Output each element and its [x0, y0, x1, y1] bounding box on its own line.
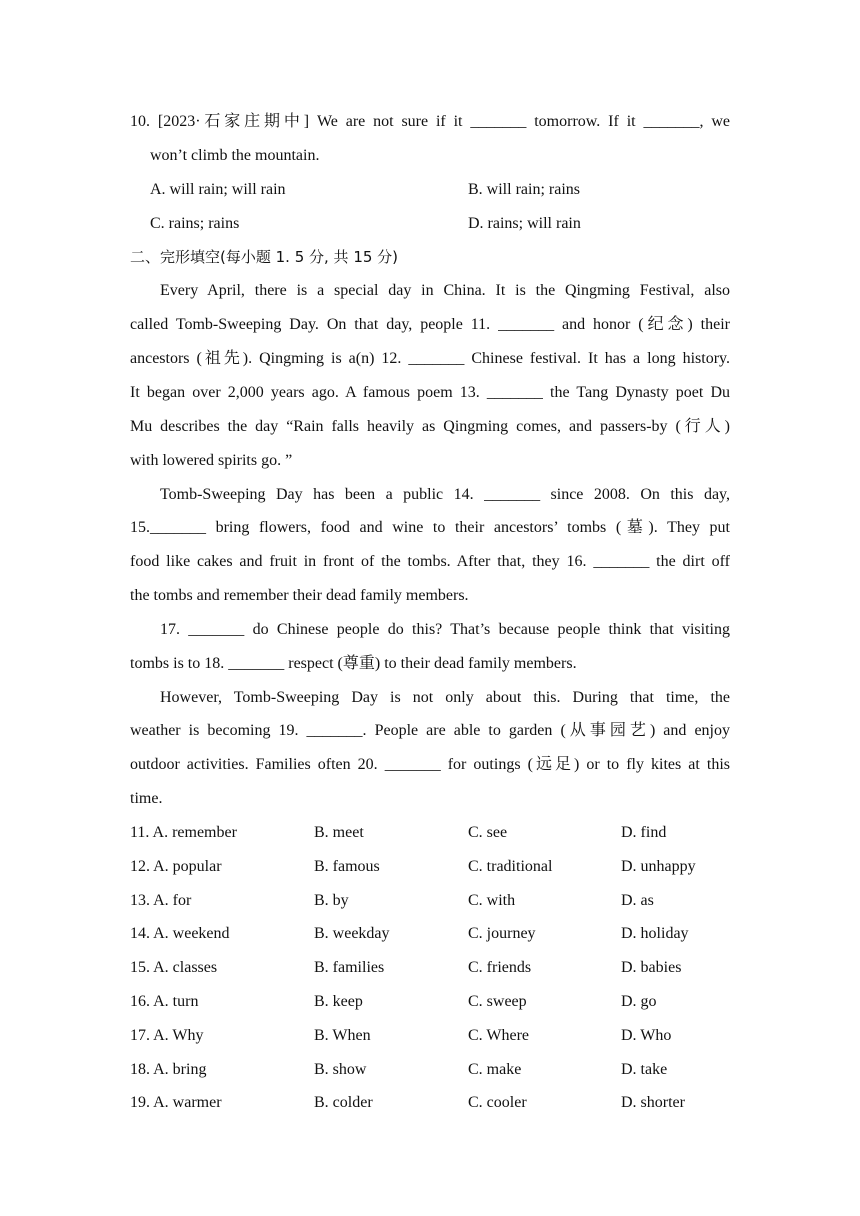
- section-heading-cloze: 二、完形填空(每小题 1. 5 分, 共 15 分): [130, 248, 399, 266]
- q10-option-c: C. rains; rains: [150, 215, 240, 232]
- passage-line: with lowered spirits go. ”: [130, 452, 293, 469]
- passage-line: food like cakes and fruit in front of the tombs. After that, they 16. _______ the dirt off: [130, 553, 730, 570]
- choice-c: C. journey: [468, 925, 536, 942]
- choice-a: 13. A. for: [130, 892, 192, 909]
- choice-row: [130, 1093, 730, 1113]
- passage-line: 17. _______ do Chinese people do this? That’s because people think that visiting: [160, 621, 730, 638]
- passage-line: outdoor activities. Families often 20. _______ for outings (远足) or to fly kites at this: [130, 756, 730, 773]
- q10-stem-line-2: won’t climb the mountain.: [150, 147, 320, 164]
- choice-b: B. weekday: [314, 925, 390, 942]
- passage-line: the tombs and remember their dead family members.: [130, 587, 469, 604]
- choice-b: B. by: [314, 892, 349, 909]
- passage-line: 15._______ bring flowers, food and wine to their ancestors’ tombs (墓). They put: [130, 519, 731, 536]
- passage-line: tombs is to 18. _______ respect (尊重) to their dead family members.: [130, 655, 577, 672]
- choice-b: B. famous: [314, 858, 380, 875]
- passage-line: Tomb-Sweeping Day has been a public 14. _______ since 2008. On this day,: [160, 486, 730, 503]
- choice-c: C. Where: [468, 1027, 530, 1044]
- passage-line: weather is becoming 19. _______. People are able to garden (从事园艺) and enjoy: [130, 722, 730, 739]
- choice-c: C. with: [468, 892, 516, 909]
- passage-line: Mu describes the day “Rain falls heavily as Qingming comes, and passers-by (行人): [130, 418, 730, 435]
- choice-row: [130, 857, 730, 877]
- choice-a: 15. A. classes: [130, 959, 218, 976]
- passage-line: ancestors (祖先). Qingming is a(n) 12. _______ Chinese festival. It has a long history.: [130, 350, 730, 367]
- choice-d: D. go: [621, 993, 657, 1010]
- choice-c: C. make: [468, 1061, 522, 1078]
- choice-b: B. keep: [314, 993, 363, 1010]
- choice-a: 17. A. Why: [130, 1027, 204, 1044]
- passage-line: time.: [130, 790, 163, 807]
- choice-a: 19. A. warmer: [130, 1094, 222, 1111]
- choice-row: [130, 958, 730, 978]
- q10-stem-line-1: 10. [2023·石家庄期中] We are not sure if it _______ tomorrow. If it _______, we: [130, 113, 730, 130]
- passage-line: Every April, there is a special day in China. It is the Qingming Festival, also: [160, 282, 730, 299]
- choice-d: D. unhappy: [621, 858, 696, 875]
- choice-c: C. see: [468, 824, 508, 841]
- choice-a: 12. A. popular: [130, 858, 222, 875]
- choice-c: C. cooler: [468, 1094, 527, 1111]
- choice-d: D. holiday: [621, 925, 689, 942]
- choice-d: D. as: [621, 892, 654, 909]
- passage-line: However, Tomb-Sweeping Day is not only about this. During that time, the: [160, 689, 730, 706]
- choice-row: [130, 823, 730, 843]
- choice-b: B. colder: [314, 1094, 373, 1111]
- choice-d: D. shorter: [621, 1094, 685, 1111]
- choice-b: B. show: [314, 1061, 367, 1078]
- q10-option-d: D. rains; will rain: [468, 215, 581, 232]
- choice-c: C. traditional: [468, 858, 553, 875]
- choice-c: C. sweep: [468, 993, 527, 1010]
- choice-row: [130, 1026, 730, 1046]
- choice-d: D. take: [621, 1061, 668, 1078]
- choice-row: [130, 891, 730, 911]
- choice-b: B. families: [314, 959, 385, 976]
- choice-d: D. find: [621, 824, 667, 841]
- choice-a: 16. A. turn: [130, 993, 199, 1010]
- choice-a: 11. A. remember: [130, 824, 237, 841]
- choice-row: [130, 1060, 730, 1080]
- choice-c: C. friends: [468, 959, 532, 976]
- q10-option-b: B. will rain; rains: [468, 181, 580, 198]
- choice-d: D. Who: [621, 1027, 672, 1044]
- choice-d: D. babies: [621, 959, 682, 976]
- q10-option-a: A. will rain; will rain: [150, 181, 286, 198]
- choice-b: B. meet: [314, 824, 364, 841]
- choice-row: [130, 924, 730, 944]
- choice-a: 14. A. weekend: [130, 925, 230, 942]
- passage-line: It began over 2,000 years ago. A famous poem 13. _______ the Tang Dynasty poet Du: [130, 384, 730, 401]
- choice-row: [130, 992, 730, 1012]
- choice-a: 18. A. bring: [130, 1061, 207, 1078]
- passage-line: called Tomb-Sweeping Day. On that day, people 11. _______ and honor (纪念) their: [130, 316, 730, 333]
- choice-b: B. When: [314, 1027, 371, 1044]
